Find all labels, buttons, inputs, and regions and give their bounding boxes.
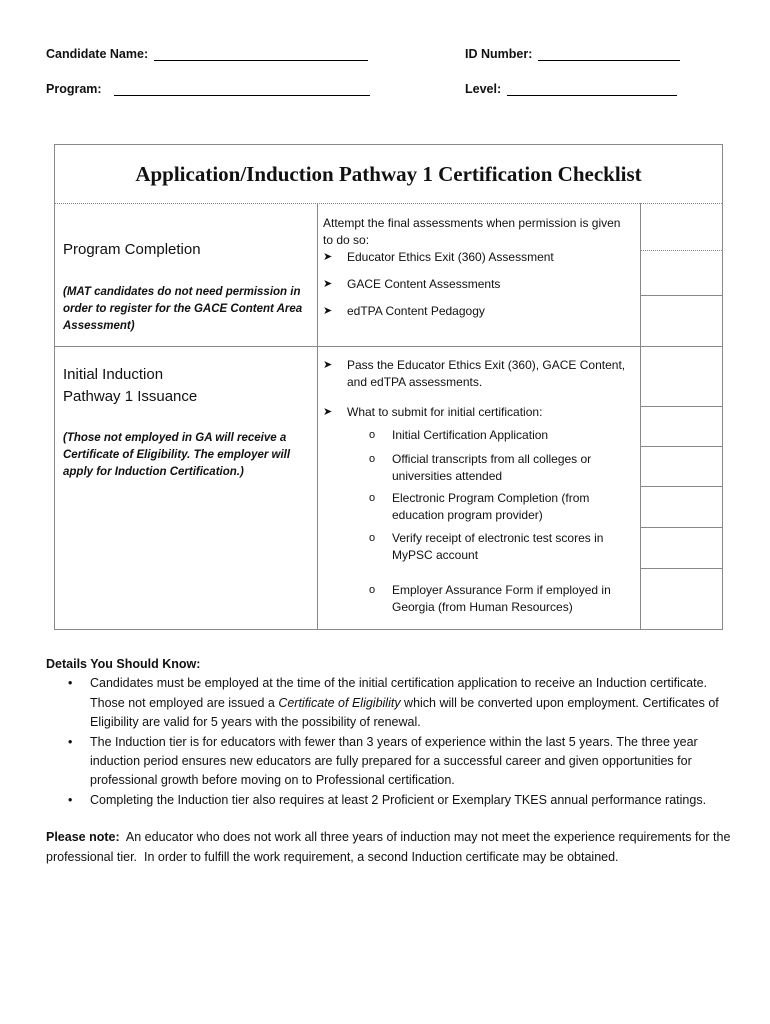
submission-subitem: Employer Assurance Form if employed in Georgia (from Human Resources) — [392, 583, 611, 614]
please-note-label: Please note: — [46, 830, 120, 845]
details-heading: Details You Should Know: — [46, 657, 201, 671]
program-label: Program: — [46, 82, 102, 96]
program-completion-item: edTPA Content Pedagogy — [347, 304, 485, 318]
program-completion-heading: Program Completion — [63, 241, 201, 258]
row-divider — [55, 346, 722, 347]
column-divider-content — [317, 203, 318, 629]
hollow-circle-bullet-icon: o — [369, 429, 376, 441]
details-bullet — [90, 733, 736, 791]
details-text: Candidates must be employed at the time of the initial certification application to receive an Induction certificate. Those not employed are issued a — [90, 676, 708, 710]
hollow-circle-bullet-icon: o — [369, 453, 376, 465]
details-list — [46, 674, 736, 810]
initial-induction-item: What to submit for initial certification: — [347, 405, 543, 419]
details-section — [46, 655, 736, 867]
details-text: which will be converted upon employment. Certificates of Eligibility are valid for 5 years with the possibility of renewal. — [90, 695, 719, 730]
id-number-field[interactable] — [465, 46, 680, 61]
checkbox-divider — [641, 250, 722, 251]
level-input-line[interactable] — [507, 81, 677, 96]
program-completion-item: GACE Content Assessments — [347, 277, 501, 291]
submission-subitem: Electronic Program Completion (from education program provider) — [392, 491, 590, 522]
program-completion-note: (MAT candidates do not need permission in order to register for the GACE Content Area Assessment) — [63, 286, 303, 332]
hollow-circle-bullet-icon: o — [369, 584, 376, 596]
candidate-name-label: Candidate Name: — [46, 47, 149, 61]
checkbox-divider — [641, 568, 722, 569]
submission-subitem: Official transcripts from all colleges or universities attended — [392, 452, 592, 483]
program-field[interactable] — [46, 81, 370, 96]
certificate-of-eligibility-term: Certificate of Eligibility — [278, 695, 401, 710]
arrowhead-bullet-icon: ➤ — [323, 406, 333, 418]
hollow-circle-bullet-icon: o — [369, 532, 376, 544]
submission-subitem: Initial Certification Application — [392, 428, 549, 442]
arrowhead-bullet-icon: ➤ — [323, 359, 333, 371]
column-divider-checkbox — [640, 203, 641, 629]
level-field[interactable] — [465, 81, 677, 96]
initial-induction-note: (Those not employed in GA will receive a Certificate of Eligibility. The employer will apply for Induction Certification.) — [63, 432, 291, 478]
candidate-name-input-line[interactable] — [154, 46, 368, 61]
id-number-label: ID Number: — [465, 47, 533, 61]
submission-subitem: Verify receipt of electronic test scores in MyPSC account — [392, 531, 604, 562]
arrowhead-bullet-icon: ➤ — [323, 305, 333, 317]
please-note-paragraph — [46, 828, 736, 867]
checkbox-divider — [641, 295, 722, 296]
details-bullet — [90, 791, 736, 810]
hollow-circle-bullet-icon: o — [369, 492, 376, 504]
details-text: Completing the Induction tier also requires at least 2 Proficient or Exemplary TKES annual performance ratings. — [90, 792, 707, 807]
details-text: The Induction tier is for educators with fewer than 3 years of experience within the last 5 years. The three year induction period ensures new educators are fully prepared for a successful career and given opportunities for professional growth before moving on to Professional certification. — [90, 734, 698, 788]
initial-induction-item: Pass the Educator Ethics Exit (360), GACE Content, and edTPA assessments. — [347, 358, 626, 389]
program-completion-intro: Attempt the final assessments when permission is given to do so: — [323, 216, 621, 247]
checklist-title: Application/Induction Pathway 1 Certification Checklist — [55, 145, 722, 204]
checkbox-divider — [641, 406, 722, 407]
program-completion-item: Educator Ethics Exit (360) Assessment — [347, 250, 554, 264]
checkbox-divider — [641, 527, 722, 528]
details-bullet — [90, 674, 736, 732]
initial-induction-heading: Pathway 1 Issuance — [63, 388, 198, 405]
id-number-input-line[interactable] — [538, 46, 680, 61]
arrowhead-bullet-icon: ➤ — [323, 278, 333, 290]
arrowhead-bullet-icon: ➤ — [323, 251, 333, 263]
checkbox-divider — [641, 446, 722, 447]
certification-checklist — [54, 144, 723, 630]
candidate-name-field[interactable] — [46, 46, 368, 61]
please-note-text: An educator who does not work all three years of induction may not meet the experience requirements for the professional tier. In order to fulfill the work requirement, a second Induction certificate may be obtained. — [46, 830, 734, 864]
program-input-line[interactable] — [114, 81, 370, 96]
checkbox-divider — [641, 486, 722, 487]
initial-induction-heading: Initial Induction — [63, 366, 164, 383]
level-label: Level: — [465, 82, 502, 96]
